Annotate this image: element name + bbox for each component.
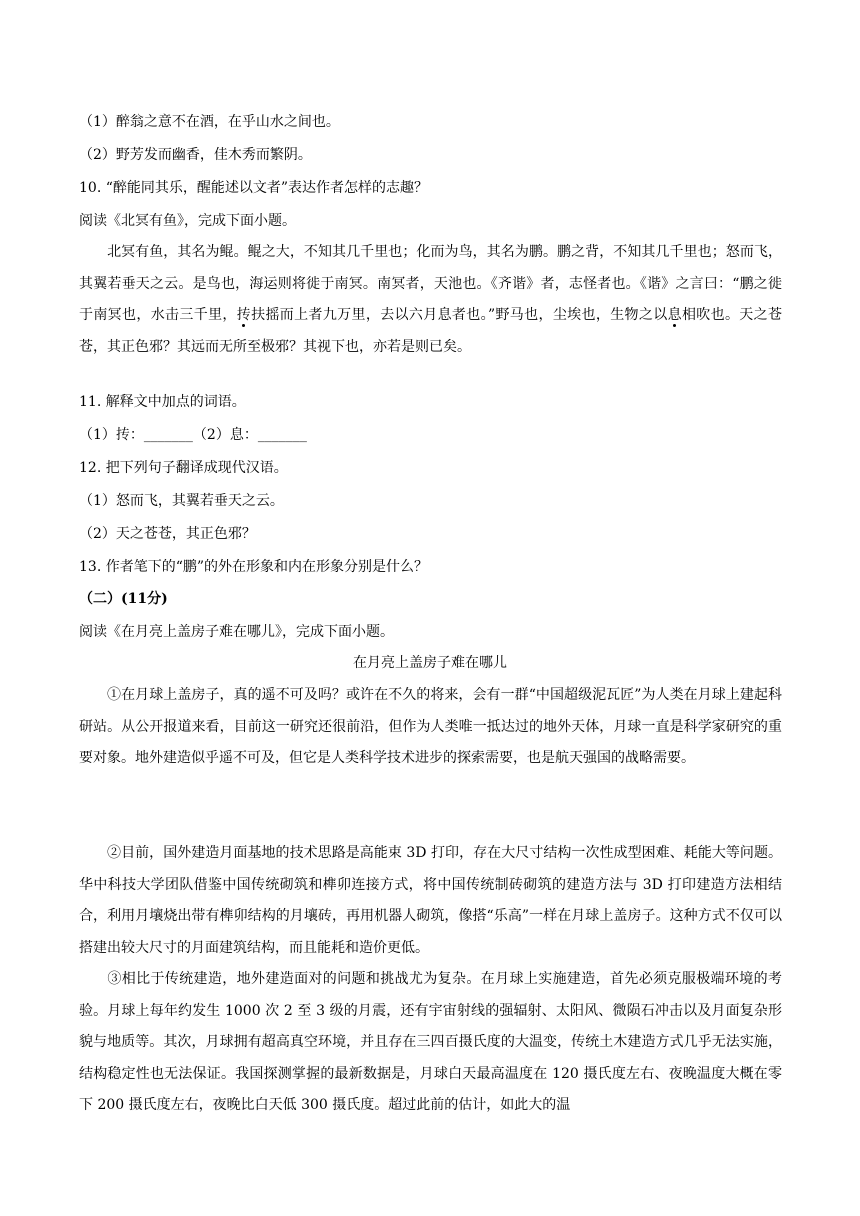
question-12-item-1: （1）怒而飞，其翼若垂天之云。 <box>79 493 284 509</box>
question-12-item-2: （2）天之苍苍，其正色邪？ <box>79 526 256 542</box>
passage-text-part1: 北冥有鱼，其名为鲲。鲲之大，不知其几千里也；化而为鸟，其名为鹏。鹏之背，不知其几千里也；怒而飞，其翼若垂天之云。是鸟也，海运则将徙于南冥。南冥者，天池也。《齐谐》者，志怪者也。《谐》之言曰：“鹏之徙于南冥也，水击三千里， <box>79 244 782 323</box>
passage-text-part3: 相吹也。天之苍苍，其正色邪？其远而无所至极邪？其视下也，亦若是则已矣。 <box>79 307 782 355</box>
question-12: 12. 把下列句子翻译成现代汉语。 <box>79 460 288 476</box>
article-paragraph-3-text: ③相比于传统建造，地外建造面对的问题和挑战尤为复杂。在月球上实施建造，首先必须克服极端环境的考验。月球上每年约发生 1000 次 2 至 3 级的月震，还有宇宙射线的强辐射、太阳风、微陨石冲击以及月面复杂形貌与地质等。其次，月球拥有超高真空环境，并且存在三四百摄氏度的大温变，传统土木建造方式几乎无法实施，结构稳定性也无法保证。我国探测掌握的最新数据是，月球白天最高温度在 120 摄氏度左右、夜晚温度大概在零下 200 摄氏度左右，夜晚比白天低 300 摄氏度。超过此前的估计，如此大的温 <box>79 971 782 1113</box>
passage-text-part2: 扶摇而上者九万里，去以六月息者也。”野马也，尘埃也，生物之以 <box>251 307 668 323</box>
question-11-blanks: （1）抟：_______（2）息：_______ <box>79 427 307 443</box>
dotted-word-xi: 息 <box>667 307 682 323</box>
article-title: 在月亮上盖房子难在哪儿 <box>353 655 507 671</box>
article-paragraph-3 <box>79 964 782 1122</box>
translation-item-1: （1）醉翁之意不在酒，在乎山水之间也。 <box>79 114 340 130</box>
reading-instruction-1: 阅读《北冥有鱼》，完成下面小题。 <box>79 213 296 229</box>
passage-beiming <box>79 237 782 363</box>
dotted-word-tuan: 抟 <box>236 307 252 323</box>
reading-instruction-2: 阅读《在月亮上盖房子难在哪儿》，完成下面小题。 <box>79 624 394 640</box>
article-paragraph-1-text: ①在月球上盖房子，真的遥不可及吗？或许在不久的将来，会有一群“中国超级泥瓦匠”为人类在月球上建起科研站。从公开报道来看，目前这一研究还很前沿，但作为人类唯一抵达过的地外天体，月球一直是科学家研究的重要对象。地外建造似乎遥不可及，但它是人类科学技术进步的探索需要，也是航天强国的战略需要。 <box>79 687 782 766</box>
article-paragraph-2 <box>79 838 782 964</box>
article-paragraph-1 <box>79 680 782 775</box>
article-paragraph-2-text: ②目前，国外建造月面基地的技术思路是高能束 3D 打印，存在大尺寸结构一次性成型困难、耗能大等问题。华中科技大学团队借鉴中国传统砌筑和榫卯连接方式，将中国传统制砖砌筑的建造方法与 3D 打印建造方法相结合，利用月壤烧出带有榫卯结构的月壤砖，再用机器人砌筑，像搭“乐高”一样在月球上盖房子。这种方式不仅可以搭建出较大尺寸的月面建筑结构，而且能耗和造价更低。 <box>79 845 782 956</box>
question-13: 13. 作者笔下的“鹏”的外在形象和内在形象分别是什么？ <box>79 559 429 575</box>
question-11: 11. 解释文中加点的词语。 <box>79 394 246 410</box>
translation-item-2: （2）野芳发而幽香，佳木秀而繁阴。 <box>79 147 312 163</box>
section-2-heading: （二）(11分) <box>79 591 168 607</box>
question-10: 10. “醉能同其乐，醒能述以文者”表达作者怎样的志趣？ <box>79 180 429 196</box>
